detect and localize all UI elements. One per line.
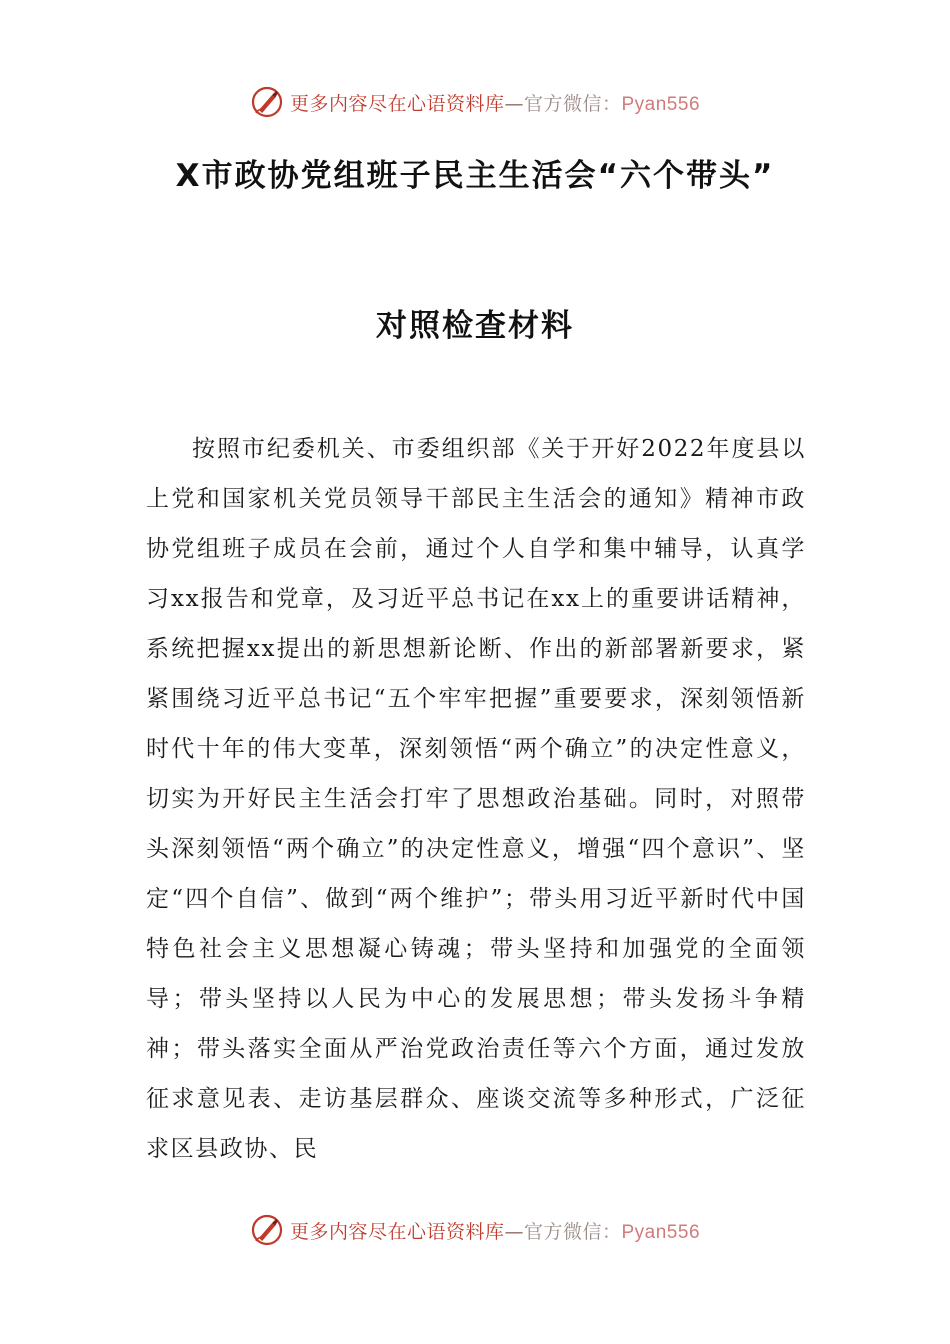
watermark-wechat-id: Pyan556: [621, 93, 701, 115]
watermark-separator: —: [504, 92, 524, 115]
watermark-text: [290, 1217, 700, 1244]
pen-logo-icon: [250, 1213, 284, 1247]
pen-logo-icon: [250, 85, 284, 119]
watermark-separator: —: [504, 1220, 524, 1243]
document-title-line-2: 对照检查材料: [376, 308, 574, 344]
body-paragraph: 按照市纪委机关、市委组织部《关于开好2022年度县以上党和国家机关党员领导干部民主生活会的通知》精神市政协党组班子成员在会前，通过个人自学和集中辅导，认真学习xx报告和党章，及习近平总书记在xx上的重要讲话精神，系统把握xx提出的新思想新论断、作出的新部署新要求，紧紧围绕习近平总书记“五个牢牢把握”重要要求，深刻领悟新时代十年的伟大变革，深刻领悟“两个确立”的决定性意义，切实为开好民主生活会打牢了思想政治基础。同时，对照带头深刻领悟“两个确立”的决定性意义，增强“四个意识”、坚定“四个自信”、做到“两个维护”；带头用习近平新时代中国特色社会主义思想凝心铸魂；带头坚持和加强党的全面领导；带头坚持以人民为中心的发展思想；带头发扬斗争精神；带头落实全面从严治党政治责任等六个方面，通过发放征求意见表、走访基层群众、座谈交流等多种形式，广泛征求区县政协、民: [146, 436, 806, 1162]
watermark-brand: 更多内容尽在心语资料库: [289, 1220, 505, 1243]
watermark-brand: 更多内容尽在心语资料库: [289, 92, 505, 115]
watermark-text: [290, 89, 700, 116]
document-title-line-1: X市政协党组班子民主生活会“六个带头”: [175, 158, 775, 194]
watermark-wechat-label: 官方微信：: [523, 92, 622, 115]
watermark-wechat-label: 官方微信：: [523, 1220, 622, 1243]
footer-watermark: [0, 1210, 950, 1250]
header-watermark: [0, 82, 950, 122]
watermark-wechat-id: Pyan556: [621, 1221, 701, 1243]
